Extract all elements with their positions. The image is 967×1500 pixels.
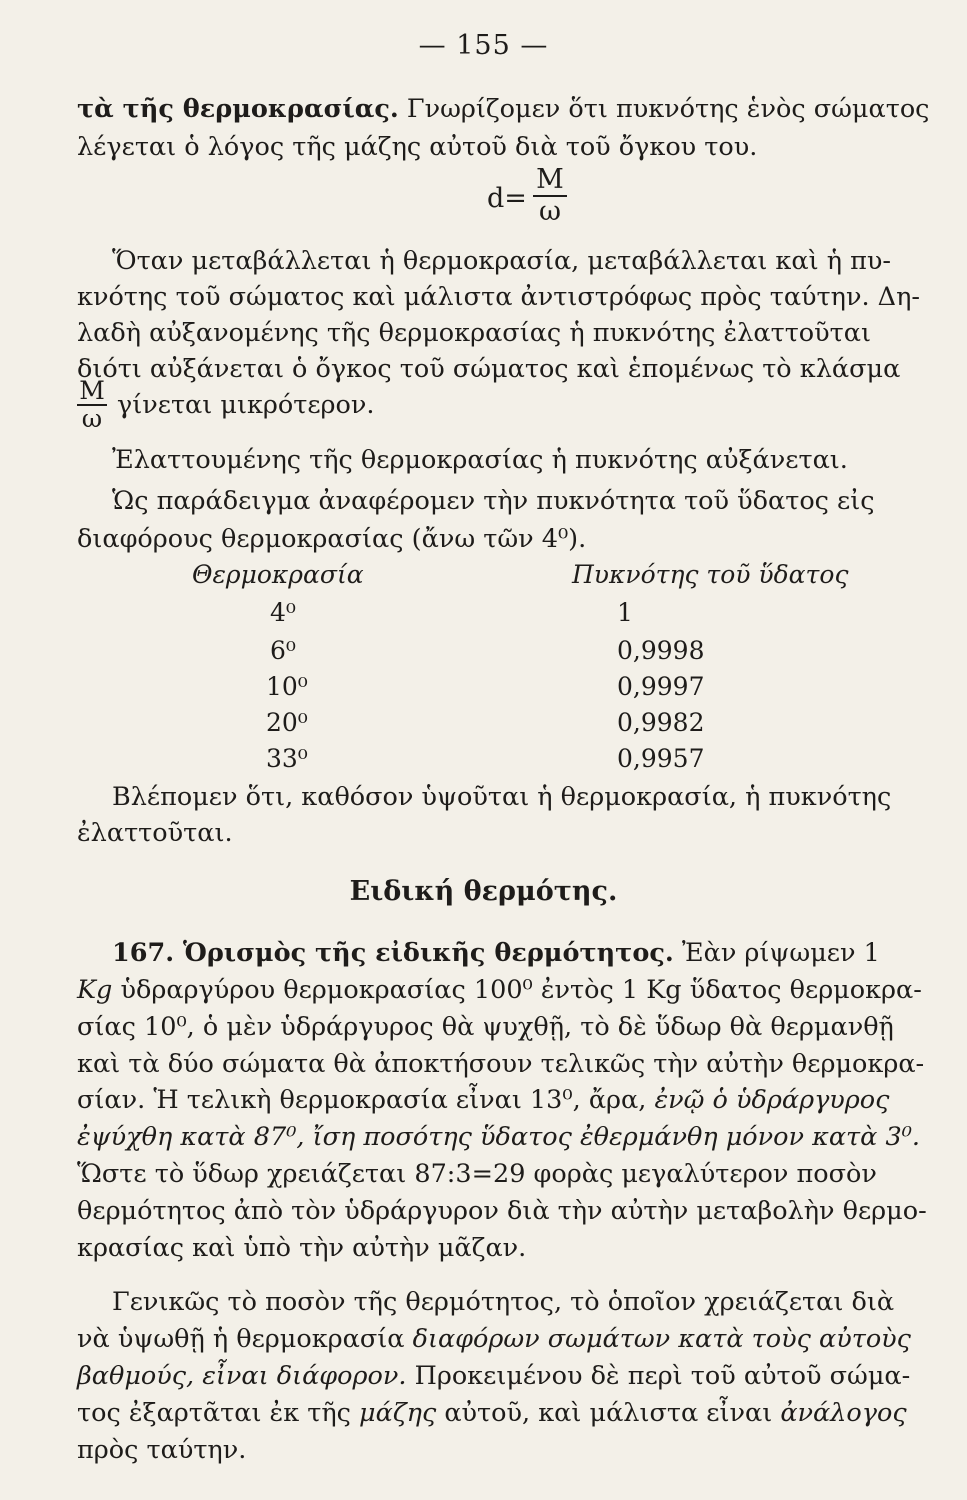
formula-numerator: M: [533, 165, 567, 197]
table-cell-temperature: 20⁰: [266, 708, 308, 737]
page-number: — 155 —: [418, 30, 549, 61]
table-cell-temperature: 33⁰: [266, 744, 308, 773]
text-line: Ὅταν μεταβάλλεται ἡ θερμοκρασία, μεταβάλλεται καὶ ἡ πυ-: [112, 246, 891, 276]
text-line: θερμότητος ἀπὸ τὸν ὑδράργυρον διὰ τὴν αὐτὴν μεταβολὴν θερμο-: [77, 1196, 927, 1226]
text-span: τος ἐξαρτᾶται ἐκ τῆς: [77, 1398, 351, 1428]
fraction-denominator: ω: [81, 404, 103, 433]
table-cell-temperature: 4⁰: [270, 598, 296, 627]
formula-denominator: ω: [538, 196, 562, 227]
text-line: [77, 92, 930, 126]
text-line: Ὡς παράδειγμα ἀναφέρομεν τὴν πυκνότητα τοῦ ὕδατος εἰς: [112, 486, 875, 516]
text-line: Ὥστε τὸ ὕδωρ χρειάζεται 87:3=29 φορὰς μεγαλύτερον ποσὸν: [77, 1159, 877, 1189]
text-span: νὰ ὑψωθῇ ἡ θερμοκρασία: [77, 1324, 405, 1354]
table-cell-density: 0,9998: [617, 636, 705, 665]
italic-phrase: βαθμούς, εἶναι διάφορον.: [77, 1361, 407, 1391]
table-header-temperature: Θερμοκρασία: [192, 560, 364, 589]
text-line: [77, 1322, 911, 1356]
text-span: σίαν. Ἡ τελικὴ θερμοκρασία εἶναι 13⁰, ἄρα,: [77, 1085, 647, 1115]
table-cell-density: 0,9997: [617, 672, 705, 701]
italic-phrase: μάζης: [350, 1398, 437, 1428]
bold-phrase: 167. Ὁρισμὸς τῆς εἰδικῆς θερμότητος.: [112, 938, 674, 968]
text-line: πρὸς ταύτην.: [77, 1435, 247, 1465]
italic-phrase: ἐνῷ ὁ ὑδράργυρος: [646, 1085, 890, 1115]
table-cell-density: 0,9957: [617, 744, 705, 773]
density-formula: [533, 165, 567, 227]
text-line: γίνεται μικρότερον.: [117, 390, 375, 420]
italic-unit: Kg: [77, 975, 113, 1005]
table-header-density: Πυκνότης τοῦ ὕδατος: [572, 560, 849, 589]
italic-phrase: ἀνάλογος: [772, 1398, 907, 1428]
text-line: Βλέπομεν ὅτι, καθόσον ὑψοῦται ἡ θερμοκρασία, ἡ πυκνότης: [112, 782, 892, 812]
section-heading: Ειδική θερμότης.: [349, 876, 618, 907]
text-line: κνότης τοῦ σώματος καὶ μάλιστα ἀντιστρόφως πρὸς ταύτην. Δη-: [77, 282, 920, 312]
text-span: ὑδραργύρου θερμοκρασίας 100⁰ ἐντὸς 1 Kg ὕδατος θερμοκρα-: [112, 975, 922, 1005]
text-line: Γενικῶς τὸ ποσὸν τῆς θερμότητος, τὸ ὁποῖον χρειάζεται διὰ: [112, 1287, 895, 1317]
text-line: [112, 936, 880, 970]
table-cell-density: 0,9982: [617, 708, 705, 737]
text-line: [77, 1396, 907, 1430]
table-cell-temperature: 10⁰: [266, 672, 308, 701]
text-span: Προκειμένου δὲ περὶ τοῦ αὐτοῦ σώμα-: [406, 1361, 911, 1391]
formula-lhs: d=: [487, 183, 527, 214]
text-line: [77, 973, 922, 1007]
text-line: διαφόρους θερμοκρασίας (ἄνω τῶν 4⁰).: [77, 524, 587, 554]
text-line: ἐψύχθη κατὰ 87⁰, ἴση ποσότης ὕδατος ἐθερμάνθη μόνον κατὰ 3⁰.: [77, 1122, 921, 1152]
text-line: σίας 10⁰, ὁ μὲν ὑδράργυρος θὰ ψυχθῇ, τὸ δὲ ὕδωρ θὰ θερμανθῇ: [77, 1012, 894, 1042]
text-span: Γνωρίζομεν ὅτι πυκνότης ἑνὸς σώματος: [398, 94, 930, 124]
text-line: ἐλαττοῦται.: [77, 818, 233, 848]
text-line: [77, 1083, 890, 1117]
fraction-numerator: M: [77, 378, 107, 406]
bold-phrase: τὰ τῆς θερμοκρασίας.: [77, 94, 399, 124]
table-cell-temperature: 6⁰: [270, 636, 296, 665]
text-line: διότι αὐξάνεται ὁ ὄγκος τοῦ σώματος καὶ ἑπομένως τὸ κλάσμα: [77, 354, 901, 384]
text-line: λαδὴ αὐξανομένης τῆς θερμοκρασίας ἡ πυκνότης ἐλαττοῦται: [77, 318, 871, 348]
mass-volume-fraction: [77, 378, 107, 432]
text-span: αὐτοῦ, καὶ μάλιστα εἶναι: [436, 1398, 773, 1428]
text-line: κρασίας καὶ ὑπὸ τὴν αὐτὴν μᾶζαν.: [77, 1233, 527, 1263]
text-line: λέγεται ὁ λόγος τῆς μάζης αὐτοῦ διὰ τοῦ ὄγκου του.: [77, 132, 758, 162]
italic-phrase: διαφόρων σωμάτων κατὰ τοὺς αὐτοὺς: [404, 1324, 911, 1354]
text-line: [77, 1359, 911, 1393]
table-cell-density: 1: [617, 598, 633, 627]
text-line: καὶ τὰ δύο σώματα θὰ ἀποκτήσουν τελικῶς τὴν αὐτὴν θερμοκρα-: [77, 1049, 925, 1079]
text-span: Ἐὰν ρίψωμεν 1: [673, 938, 880, 968]
text-line: Ἐλαττουμένης τῆς θερμοκρασίας ἡ πυκνότης αὐξάνεται.: [112, 445, 848, 475]
